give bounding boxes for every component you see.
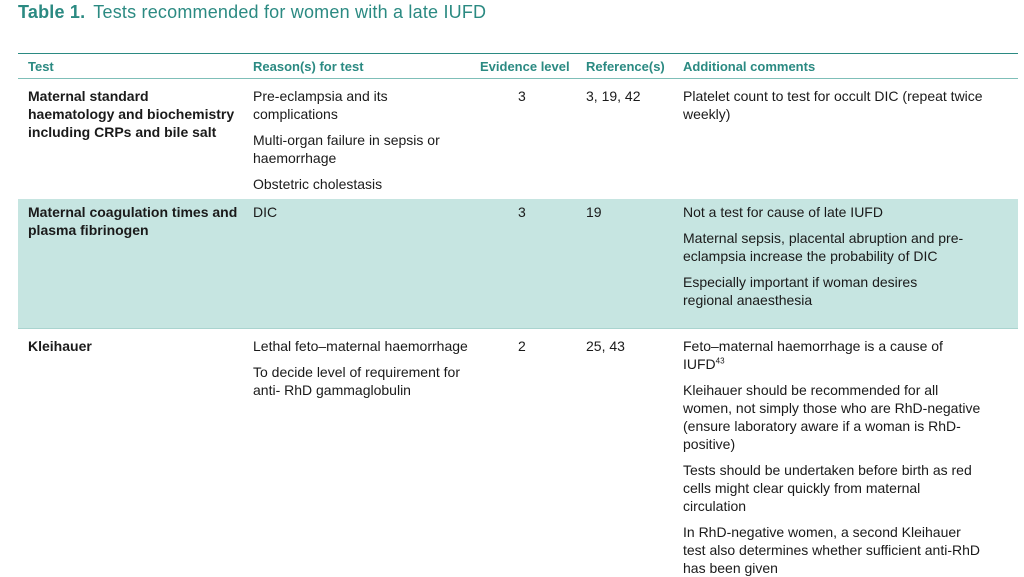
comment-item: Especially important if woman desires regional anaesthesia <box>683 274 918 308</box>
reason-item: Pre-eclampsia and its complications <box>253 88 388 122</box>
comment-item <box>683 337 983 373</box>
header-evidence-level: Evidence level <box>480 59 570 74</box>
comment-item: Tests should be undertaken before birth as red cells might clear quickly from maternal circulation <box>683 462 972 514</box>
citation-superscript: 43 <box>715 356 725 366</box>
comment-text: Feto–maternal haemorrhage is a cause of IUFD <box>683 338 943 372</box>
comment-item: Kleihauer should be recommended for all women, not simply those who are RhD-negative (ensure laboratory aware if a woman is RhD-positive) <box>683 382 981 452</box>
reasons-cell <box>253 337 478 399</box>
table-row <box>18 329 1018 576</box>
comment-item: Platelet count to test for occult DIC (repeat twice weekly) <box>683 88 983 122</box>
comments-cell <box>683 203 968 309</box>
table-top-rule <box>18 53 1018 54</box>
comment-item: In RhD-negative women, a second Kleihauer test also determines whether sufficient anti-RhD has been given <box>683 524 980 576</box>
header-additional-comments: Additional comments <box>683 59 816 74</box>
test-name: Maternal standard haematology and biochemistry including CRPs and bile salt <box>28 88 235 140</box>
references: 25, 43 <box>586 338 625 354</box>
references: 19 <box>586 204 602 220</box>
reason-item: DIC <box>253 204 278 220</box>
comment-item: Not a test for cause of late IUFD <box>683 204 883 220</box>
comments-cell <box>683 87 983 123</box>
table-row <box>18 79 1018 199</box>
reasons-cell <box>253 87 468 193</box>
table-caption <box>18 2 486 23</box>
reason-item: Obstetric cholestasis <box>253 176 383 192</box>
header-test: Test <box>28 59 54 74</box>
reason-item: To decide level of requirement for anti- RhD gammaglobulin <box>253 364 460 398</box>
test-name: Maternal coagulation times and plasma fibrinogen <box>28 204 238 238</box>
references: 3, 19, 42 <box>586 88 641 104</box>
comments-cell <box>683 337 983 577</box>
table-number: Table 1. <box>18 2 86 22</box>
evidence-level: 3 <box>518 88 526 104</box>
test-name: Kleihauer <box>28 338 92 354</box>
evidence-level: 2 <box>518 338 526 354</box>
header-reasons: Reason(s) for test <box>253 59 364 74</box>
table-title: Tests recommended for women with a late IUFD <box>93 2 487 22</box>
table-header <box>18 55 1018 79</box>
reason-item: Multi-organ failure in sepsis or haemorrhage <box>253 132 440 166</box>
comment-item: Maternal sepsis, placental abruption and pre-eclampsia increase the probability of DIC <box>683 230 964 264</box>
evidence-level: 3 <box>518 204 526 220</box>
table-row <box>18 199 1018 328</box>
header-references: Reference(s) <box>586 59 665 74</box>
reasons-cell <box>253 203 468 221</box>
reason-item: Lethal feto–maternal haemorrhage <box>253 338 468 354</box>
